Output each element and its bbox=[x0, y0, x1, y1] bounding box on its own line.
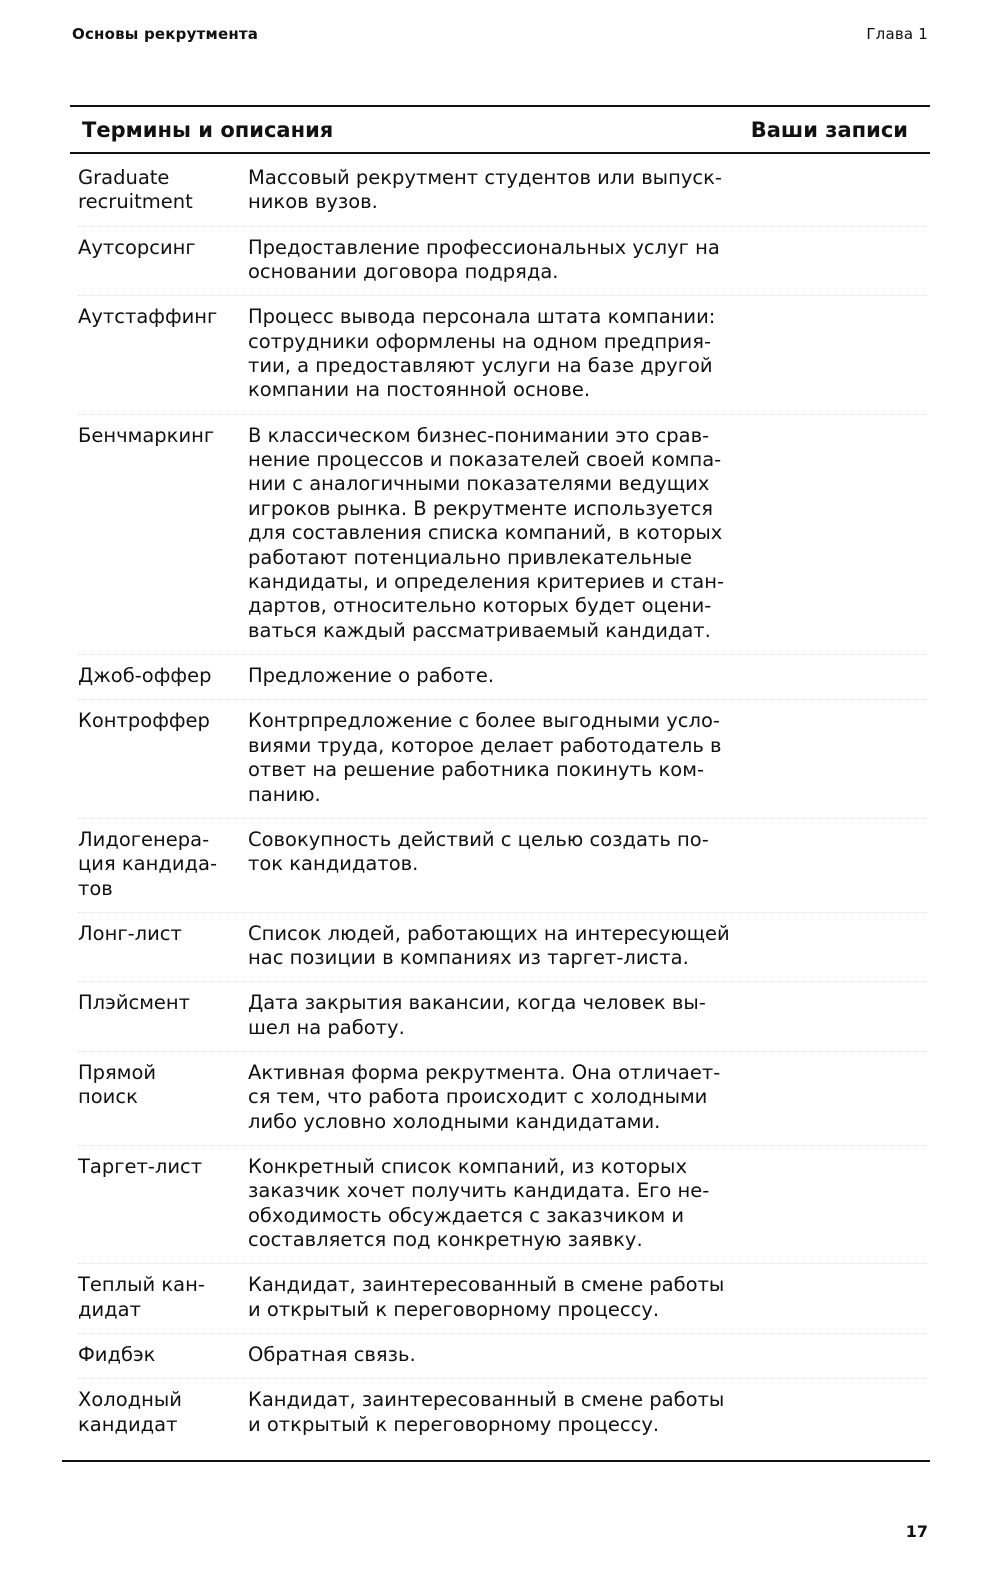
term-description: Конкретный список компаний, из которых заказчик хочет получить кандидата. Его не- обходимость обсуждается с заказчиком и составляется под конкретную заявку. bbox=[248, 1154, 710, 1252]
running-header-chapter: Глава 1 bbox=[866, 25, 928, 43]
term: Graduate recruitment bbox=[78, 166, 193, 214]
column-header-notes: Ваши записи bbox=[750, 118, 908, 142]
term-description: Контрпредложение с более выгодными усло- виями труда, которое делает работодатель в ответ на решение работника покинуть ком- панию. bbox=[248, 709, 722, 806]
table-row bbox=[78, 1343, 758, 1388]
table-top-rule bbox=[70, 105, 930, 107]
term-description: Список людей, работающих на интересующей нас позиции в компаниях из таргет-листа. bbox=[248, 921, 730, 970]
term-description: Предоставление профессиональных услуг на основании договора подряда. bbox=[248, 235, 720, 284]
term-description: Предложение о работе. bbox=[248, 664, 495, 688]
term-description: Массовый рекрутмент студентов или выпуск- ников вузов. bbox=[248, 166, 722, 214]
table-row bbox=[78, 1061, 758, 1155]
term: Теплый кан- дидат bbox=[78, 1273, 205, 1321]
glossary-table bbox=[78, 166, 758, 1458]
table-row bbox=[78, 922, 758, 992]
term-description: Дата закрытия вакансии, когда человек вы- шел на работу. bbox=[248, 991, 706, 1039]
term: Лонг-лист bbox=[78, 921, 182, 945]
term-description: Процесс вывода персонала штата компании: сотрудники оформлены на одном предприя- тии, а предоставляют услуги на базе другой компании на постоянной основе. bbox=[248, 305, 716, 402]
column-header-terms: Термины и описания bbox=[82, 118, 334, 142]
term: Контроффер bbox=[78, 709, 210, 733]
term: Бенчмаркинг bbox=[78, 423, 215, 447]
term-description: В классическом бизнес-понимании это срав- нение процессов и показателей своей компа- нии с аналогичными показателями ведущих игроков рынка. В рекрутменте используется для составления списка компаний, в которых работают потенциально привлекательные кандидаты, и определения критериев и стан- дартов, относительно которых будет оцени- ваться каждый рассматриваемый кандидат. bbox=[248, 423, 725, 642]
table-row bbox=[78, 1273, 758, 1343]
running-header-title: Основы рекрутмента bbox=[72, 25, 259, 43]
term-description: Обратная связь. bbox=[248, 1343, 416, 1366]
table-row bbox=[78, 991, 758, 1061]
term: Холодный кандидат bbox=[78, 1388, 182, 1436]
term: Таргет-лист bbox=[78, 1154, 203, 1178]
table-row bbox=[78, 424, 758, 664]
page-number: 17 bbox=[905, 1522, 928, 1541]
table-row bbox=[78, 236, 758, 306]
term: Фидбэк bbox=[78, 1343, 156, 1366]
table-bottom-rule bbox=[62, 1460, 930, 1462]
term-description: Кандидат, заинтересованный в смене работы и открытый к переговорному процессу. bbox=[248, 1273, 725, 1321]
term-description: Активная форма рекрутмента. Она отличает- ся тем, что работа происходит с холодными либо условно холодными кандидатами. bbox=[248, 1060, 721, 1133]
term: Аутстаффинг bbox=[78, 305, 218, 329]
term-description: Кандидат, заинтересованный в смене работы и открытый к переговорному процессу. bbox=[248, 1388, 725, 1436]
term-description: Совокупность действий с целью создать по- ток кандидатов. bbox=[248, 827, 709, 876]
table-row bbox=[78, 1155, 758, 1273]
term: Плэйсмент bbox=[78, 991, 191, 1015]
table-row bbox=[78, 828, 758, 922]
term: Прямой поиск bbox=[78, 1060, 157, 1109]
table-header-rule bbox=[70, 152, 930, 154]
table-row bbox=[78, 709, 758, 827]
term: Лидогенера- ция кандида- тов bbox=[78, 827, 217, 900]
table-row bbox=[78, 1388, 758, 1458]
table-row bbox=[78, 664, 758, 709]
term: Джоб-оффер bbox=[78, 664, 212, 688]
term: Аутсорсинг bbox=[78, 235, 196, 259]
table-row bbox=[78, 166, 758, 236]
table-row bbox=[78, 305, 758, 423]
